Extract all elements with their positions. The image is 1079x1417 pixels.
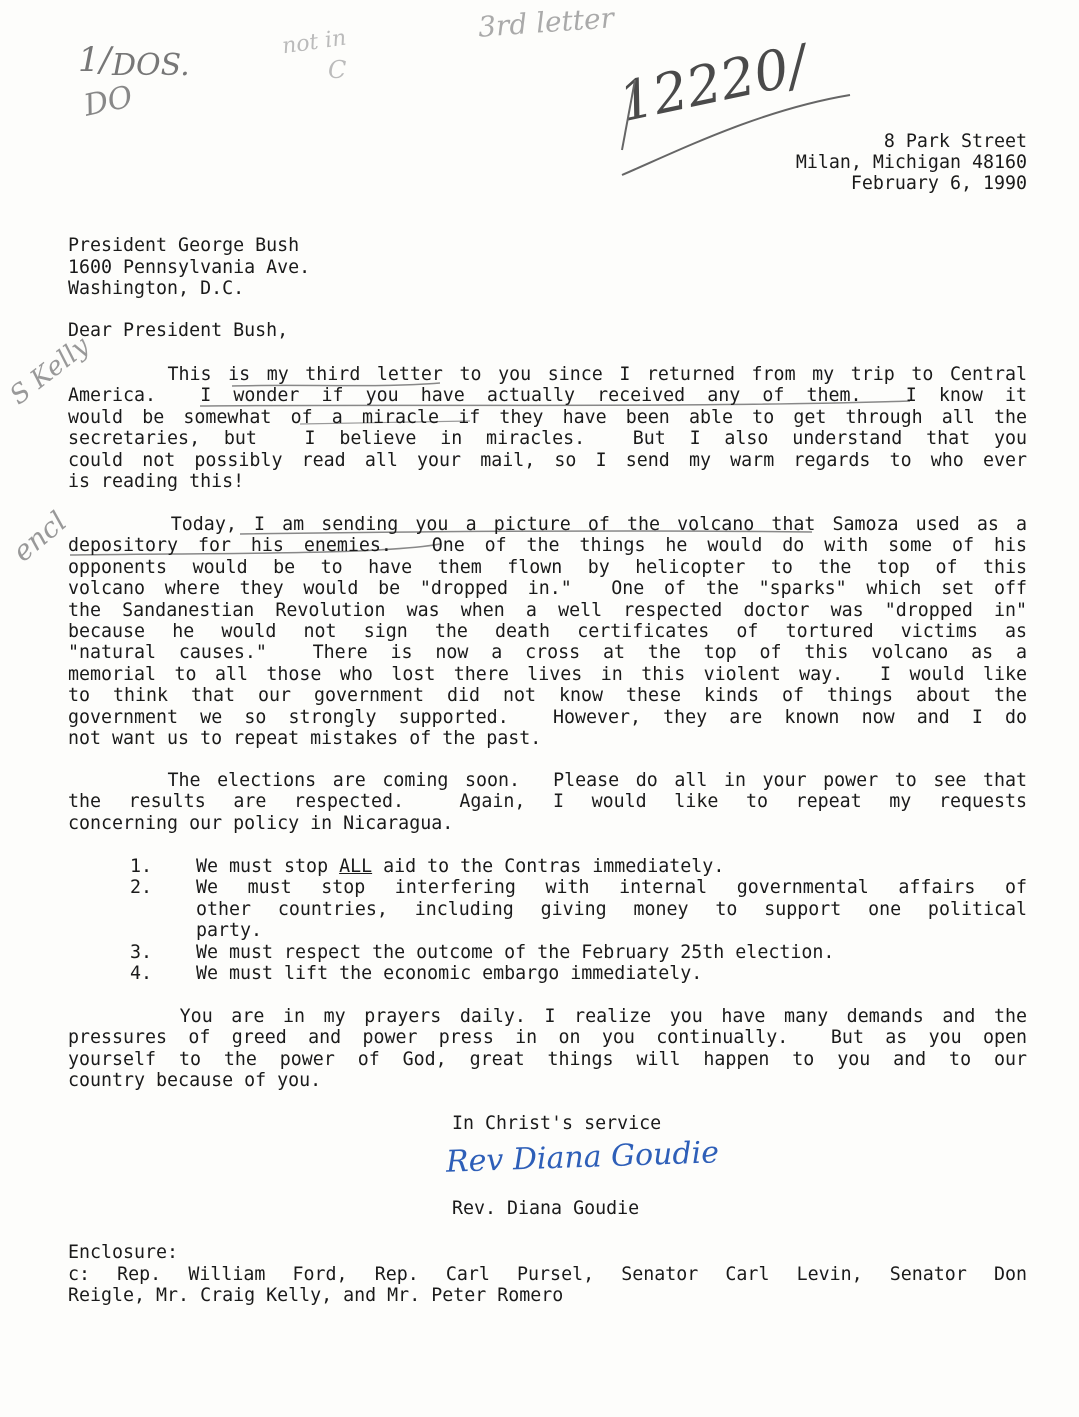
paragraph-2-line: volcano where they would be "dropped in." One of the "sparks" which set off [68, 578, 1027, 600]
paragraph-4-line: country because of you. [68, 1070, 322, 1092]
list-item [130, 942, 1027, 963]
sender-date: February 6, 1990 [850, 173, 1027, 194]
annotation-top-left-a: 1/ [78, 40, 112, 80]
recipient-name: President George Bush [68, 235, 300, 256]
list-item-text: party. [196, 920, 263, 942]
list-item-number: 1. [130, 856, 153, 877]
annotation-3rd-letter: 3rd letter [477, 1, 616, 44]
signer-name: Rev. Diana Goudie [452, 1198, 640, 1219]
paragraph-2-line: government we so strongly supported. However, they are known now and I do [68, 706, 1027, 728]
sender-city: Milan, Michigan 48160 [795, 152, 1027, 173]
closing: In Christ's service [452, 1113, 662, 1134]
list-item-text: We must stop interfering with internal governmental affairs of [196, 877, 1027, 899]
paragraph-1-line: This is my third letter to you since I returned from my trip to Central [68, 364, 1027, 385]
paragraph-3-line: The elections are coming soon. Please do all in your power to see that [68, 770, 1027, 791]
paragraph-2-line: opponents would be to have them flown by helicopter to the top of this [68, 556, 1027, 578]
list-item-number: 4. [130, 962, 153, 984]
recipient-city: Washington, D.C. [68, 278, 245, 299]
cc-line: Reigle, Mr. Craig Kelly, and Mr. Peter Romero [68, 1285, 564, 1306]
paragraph-2-line: the Sandanestian Revolution was when a well respected doctor was "dropped in" [68, 599, 1027, 621]
annotation-c: C [328, 56, 347, 84]
annotation-top-left-c: DO [80, 79, 136, 124]
paragraph-3-line: concerning our policy in Nicaragua. [68, 812, 454, 834]
paragraph-4-line: yourself to the power of God, great things will happen to you and to our [68, 1048, 1027, 1070]
paragraph-1 [68, 364, 1027, 492]
paragraph-1-line: secretaries, but I believe in miracles. But I also understand that you [68, 428, 1027, 450]
paragraph-3-line: the results are respected. Again, I would like to repeat my requests [68, 791, 1027, 813]
annotation-encl: encl [6, 504, 73, 569]
paragraph-2-line: to think that our government did not know these kinds of things about the [68, 685, 1027, 707]
paragraph-2 [68, 514, 1027, 749]
enclosure-label: Enclosure: [68, 1242, 179, 1263]
paragraph-1-line: America. I wonder if you have actually received any of them. I know it [68, 385, 1027, 407]
cc-line: c: Rep. William Ford, Rep. Carl Pursel, Senator Carl Levin, Senator Don [68, 1264, 1027, 1285]
annotation-not-in: not in [280, 25, 348, 60]
paragraph-2-line: "natural causes." There is now a cross at the top of this volcano as a [68, 642, 1027, 664]
paragraph-2-line: because he would not sign the death certificates of tortured victims as [68, 621, 1027, 643]
list-item [130, 856, 1027, 877]
paragraph-1-line: is reading this! [68, 471, 245, 493]
paragraph-4-line: pressures of greed and power press in on you continually. But as you open [68, 1027, 1027, 1049]
annotation-top-left-b: DOS. [112, 48, 190, 83]
list-item-number: 3. [130, 941, 153, 963]
signature: Rev Diana Goudie [445, 1135, 720, 1180]
paragraph-2-line: Today, I am sending you a picture of the volcano that Samoza used as a [68, 514, 1027, 535]
annotation-id-number: 12220/ [613, 32, 813, 135]
list-item-text: We must stop ALL aid to the Contras immediately. [196, 856, 725, 877]
paragraph-1-line: would be somewhat of a miracle if they have been able to get through all the [68, 406, 1027, 428]
list-item-text: We must respect the outcome of the February 25th election. [196, 941, 835, 963]
salutation: Dear President Bush, [68, 320, 289, 341]
annotation-kelly: S Kelly [4, 331, 96, 411]
paragraph-4 [68, 1006, 1027, 1092]
paragraph-2-line: memorial to all those who lost there lives in this violent way. I would like [68, 663, 1027, 685]
list-item [130, 877, 1027, 941]
list-item-number: 2. [130, 877, 153, 899]
paragraph-4-line: You are in my prayers daily. I realize you have many demands and the [68, 1006, 1027, 1027]
list-item-text: other countries, including giving money to support one political [196, 898, 1027, 920]
paragraph-1-line: could not possibly read all your mail, so I send my warm regards to who ever [68, 449, 1027, 471]
recipient-street: 1600 Pennsylvania Ave. [68, 257, 311, 278]
list-item-text: We must lift the economic embargo immediately. [196, 962, 703, 984]
paragraph-2-line: depository for his enemies. One of the things he would do with some of his [68, 535, 1027, 557]
list-item [130, 963, 1027, 984]
requests-list [130, 856, 1027, 984]
sender-street: 8 Park Street [883, 131, 1027, 152]
paragraph-2-line: not want us to repeat mistakes of the past. [68, 728, 542, 750]
paragraph-3 [68, 770, 1027, 834]
